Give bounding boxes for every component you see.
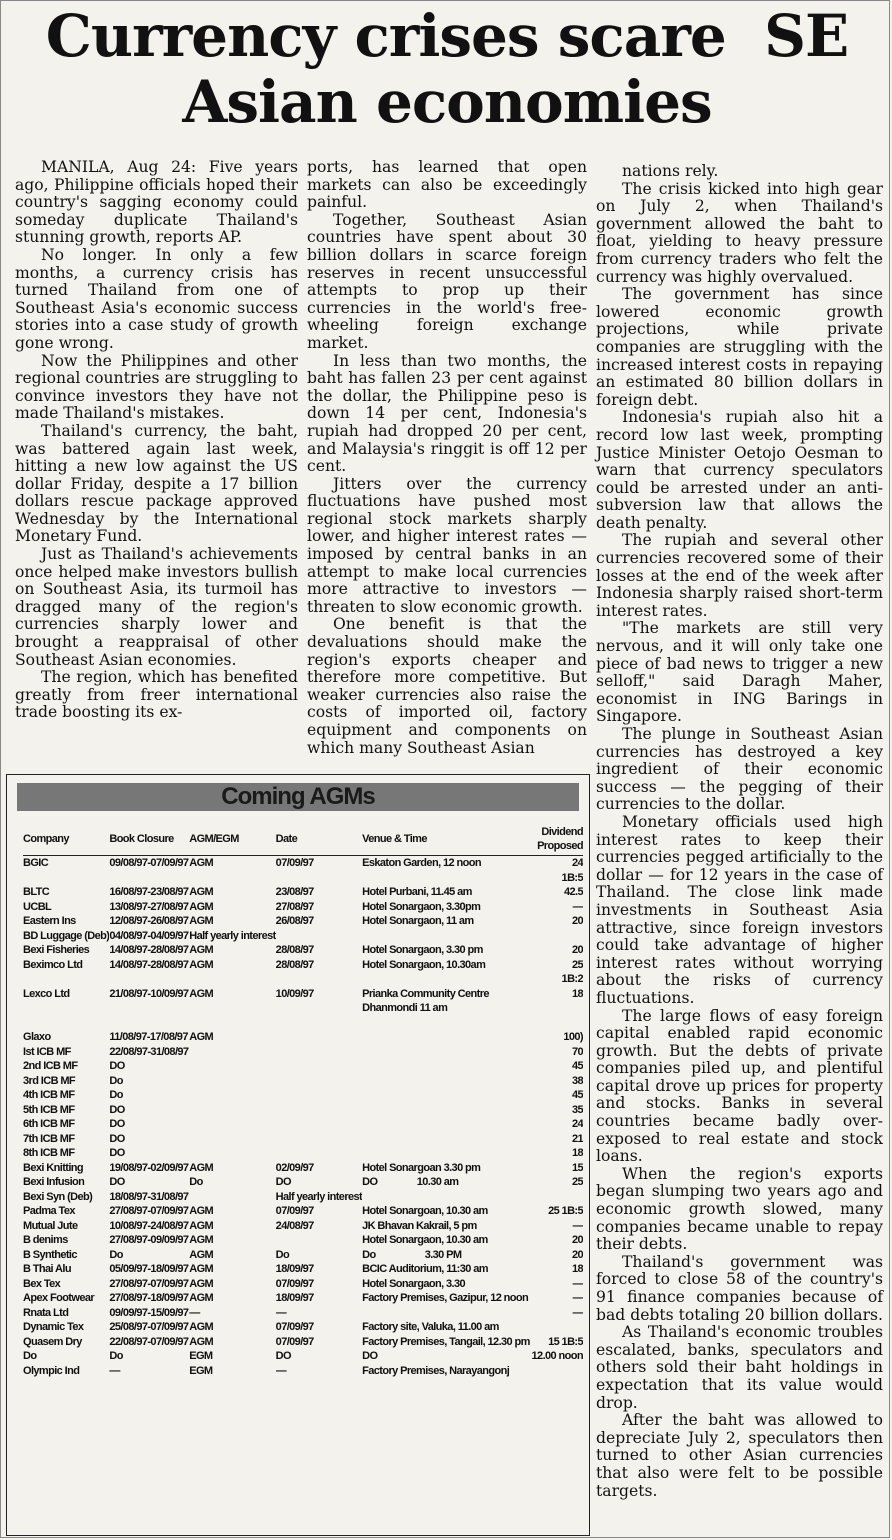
book-closure-cell: 12/08/97-26/08/97 — [109, 915, 189, 927]
headline-line-2: Asian economies — [182, 68, 712, 136]
book-closure-cell: DO — [109, 1060, 125, 1072]
table-row — [23, 1030, 583, 1045]
date-cell — [276, 1016, 362, 1031]
date-cell — [276, 929, 362, 944]
article-paragraph: MANILA, Aug 24: Five years ago, Philippine officials hoped their country's sagging economy could someday duplicate Thailand's stunning growth, reports AP. — [15, 158, 298, 247]
table-row — [23, 900, 583, 915]
venue-time-cell: DO 10.30 am — [362, 1176, 459, 1188]
company-cell: Padma Tex — [23, 1205, 75, 1217]
book-closure-cell: 25/08/97-07/09/97 — [109, 1321, 189, 1333]
book-closure-cell: 11/08/97-17/08/97 — [109, 1031, 188, 1043]
dividend-cell: 24 — [571, 1118, 583, 1130]
company-cell — [23, 972, 109, 987]
article-paragraph: When the region's exports began slumping two years ago and economic growth slowed, many companies became unable to repay their debts. — [596, 1164, 883, 1254]
book-closure-cell: DO — [109, 1132, 125, 1145]
article-paragraph: Thailand's government was forced to close 58 of the country's 91 finance companies because of bad debts totaling 20 billion dollars. — [596, 1252, 883, 1324]
table-row — [23, 1335, 583, 1350]
venue-time-cell: BCIC Auditorium, 11:30 am — [362, 1263, 488, 1275]
book-closure-cell: DO — [109, 1147, 125, 1159]
agm-egm-cell — [189, 1045, 275, 1060]
table-row — [23, 1219, 583, 1234]
agm-egm-cell: AGM — [189, 1234, 214, 1246]
date-cell: 07/09/97 — [275, 1277, 314, 1290]
venue-time-cell — [362, 1016, 530, 1031]
company-cell: B Thai Alu — [23, 1263, 71, 1275]
article-paragraph: The plunge in Southeast Asian currencies has destroyed a key ingredient of their economic success — the pegging of their currencies to the dollar. — [596, 725, 883, 814]
table-row — [23, 1001, 583, 1016]
date-cell — [276, 1001, 362, 1016]
article-paragraph: nations rely. — [622, 162, 719, 180]
date-cell: 07/09/97 — [275, 1321, 314, 1333]
book-closure-cell: 27/08/97-07/09/97 — [109, 1205, 189, 1217]
venue-time-cell: Factory Premises, Tangail, 12.30 pm — [362, 1335, 530, 1348]
agm-egm-cell: — — [189, 1306, 200, 1319]
dividend-cell: 24 — [571, 857, 583, 869]
article-paragraph: Thailand's currency, the baht, was battered again last week, hitting a new low against the US dollar Friday, despite a 17 billion dollars rescue package approved Wednesday by the International Monetary Fund. — [15, 421, 298, 546]
table-row — [23, 871, 583, 886]
venue-time-cell — [362, 1103, 530, 1118]
article-paragraph: The region, which has benefited greatly from freer international trade boosting its ex- — [15, 668, 298, 722]
company-cell: 3rd ICB MF — [23, 1074, 76, 1087]
book-closure-cell: 16/08/97-23/08/97 — [109, 886, 189, 898]
company-cell: Beximco Ltd — [23, 958, 83, 971]
table-row — [23, 1103, 583, 1118]
date-cell — [276, 871, 362, 886]
venue-time-cell: Factory Premises, Narayangonj — [362, 1364, 510, 1377]
date-cell — [276, 1233, 362, 1248]
dividend-cell: 20 — [571, 944, 583, 956]
date-cell — [276, 1059, 362, 1074]
venue-time-cell: Factory site, Valuka, 11.00 am — [362, 1321, 499, 1333]
table-row — [23, 1045, 583, 1060]
dividend-cell: 15 1B:5 — [548, 1335, 583, 1348]
venue-time-cell — [362, 1074, 530, 1089]
company-cell: 8th ICB MF — [23, 1147, 75, 1159]
company-cell: Do — [23, 1350, 37, 1362]
agm-table — [23, 823, 583, 1378]
dividend-cell: — — [572, 1292, 583, 1304]
date-cell: 18/09/97 — [275, 1263, 314, 1275]
table-row — [23, 1016, 583, 1031]
agm-egm-cell: AGM — [189, 1263, 214, 1275]
date-cell: 26/08/97 — [275, 915, 314, 927]
venue-time-cell: Hotel Sonargoan 3.30 pm — [362, 1161, 481, 1174]
company-cell: 6th ICB MF — [23, 1118, 75, 1130]
headline — [1, 3, 892, 135]
dividend-cell: 18 — [571, 1147, 583, 1159]
agm-egm-cell — [189, 1088, 275, 1103]
book-closure-cell: DO — [109, 1176, 125, 1188]
company-cell: Bexi Fisheries — [23, 944, 90, 956]
book-closure-cell — [109, 871, 189, 886]
date-cell — [276, 1030, 362, 1045]
dividend-cell — [530, 1320, 583, 1335]
agm-egm-cell — [189, 972, 275, 987]
date-cell: 10/09/97 — [275, 987, 314, 1000]
table-row — [23, 1059, 583, 1074]
date-cell: 02/09/97 — [275, 1161, 314, 1174]
table-row — [23, 1190, 583, 1205]
date-cell: 18/09/97 — [275, 1292, 314, 1304]
dividend-cell: 100) — [563, 1031, 583, 1043]
dividend-cell: 35 — [571, 1103, 583, 1116]
article-paragraph: After the baht was allowed to depreciate July 2, speculators then turned to other Asian currencies that also were felt to be possible targets. — [596, 1411, 883, 1500]
venue-time-cell: Hotel Sonargaon, 11 am — [362, 915, 474, 927]
dividend-cell: — — [572, 900, 583, 913]
venue-time-cell — [362, 929, 530, 944]
agm-egm-cell: AGM — [189, 1161, 214, 1174]
book-closure-cell: Do — [109, 1248, 123, 1261]
agm-egm-cell: AGM — [189, 1248, 214, 1261]
date-cell: 27/08/97 — [275, 900, 314, 913]
book-closure-cell: 10/08/97-24/08/97 — [109, 1219, 189, 1232]
dividend-cell: — — [572, 1219, 583, 1232]
table-row — [23, 1161, 583, 1176]
venue-time-cell: Prianka Community Centre — [362, 987, 489, 1000]
date-cell — [276, 1146, 362, 1161]
venue-time-cell: Hotel Purbani, 11.45 am — [362, 886, 472, 898]
agm-table-title: Coming AGMs — [17, 783, 579, 811]
table-row — [23, 1306, 583, 1321]
date-cell: — — [275, 1306, 287, 1319]
dividend-cell: 1B:2 — [561, 973, 583, 985]
dividend-cell: 20 — [571, 915, 583, 927]
agm-egm-cell — [189, 1132, 275, 1147]
date-cell: DO — [275, 1176, 291, 1188]
agm-egm-cell: Do — [189, 1176, 203, 1188]
agm-table-box — [6, 774, 590, 1536]
article-paragraph: Now the Philippines and other regional countries are struggling to convince investors they have not made Thailand's mistakes. — [15, 351, 298, 423]
venue-time-cell — [362, 1088, 530, 1103]
col-header-book-closure: Book Closure — [109, 823, 189, 856]
company-cell: Quasem Dry — [23, 1335, 82, 1348]
table-row — [23, 1262, 583, 1277]
table-row — [23, 1117, 583, 1132]
company-cell: Bexi Infusion — [23, 1176, 85, 1188]
venue-time-cell — [362, 972, 530, 987]
book-closure-cell: 22/08/97-07/09/97 — [109, 1335, 189, 1348]
book-closure-cell: 19/08/97-02/09/97 — [109, 1161, 189, 1174]
book-closure-cell: 04/08/97-04/09/97 — [109, 929, 189, 942]
table-row — [23, 987, 583, 1002]
agm-egm-cell — [189, 1190, 275, 1205]
table-row — [23, 914, 583, 929]
venue-time-cell — [362, 1117, 530, 1132]
date-cell: 28/08/97 — [275, 944, 314, 956]
date-cell: 28/08/97 — [275, 958, 314, 971]
venue-time-cell: Hotel Sonargoan, 10.30 am — [362, 1205, 488, 1217]
table-row — [23, 856, 583, 871]
company-cell: Ist ICB MF — [23, 1045, 71, 1058]
agm-egm-cell: AGM — [189, 1335, 214, 1348]
table-row — [23, 1364, 583, 1379]
company-cell — [23, 871, 109, 886]
agm-egm-cell: EGM — [189, 1350, 213, 1362]
dividend-cell: 18 — [571, 987, 583, 1000]
company-cell: Mutual Jute — [23, 1219, 78, 1232]
dividend-cell: 70 — [571, 1045, 583, 1058]
venue-time-cell: Hotel Sonargaon, 3.30 — [362, 1277, 466, 1290]
agm-table-header-row — [23, 823, 583, 856]
venue-time-cell: Eskaton Garden, 12 noon — [362, 857, 481, 869]
company-cell: 5th ICB MF — [23, 1103, 75, 1116]
book-closure-cell — [109, 972, 189, 987]
venue-time-cell — [362, 1190, 530, 1205]
book-closure-cell: DO — [109, 1103, 125, 1116]
table-row — [23, 885, 583, 900]
date-cell: Do — [275, 1248, 290, 1261]
table-row — [23, 1349, 583, 1364]
col-header-agm-egm: AGM/EGM — [189, 823, 275, 856]
article-column-1 — [15, 159, 298, 722]
company-cell: Dynamic Tex — [23, 1321, 84, 1333]
table-row — [23, 1074, 583, 1089]
company-cell: Lexco Ltd — [23, 987, 70, 1000]
dividend-cell: 18 — [571, 1263, 583, 1275]
article-column-3 — [596, 163, 883, 1500]
agm-egm-cell: AGM — [189, 1205, 214, 1217]
date-cell — [276, 1045, 362, 1060]
dividend-cell: 1B:5 — [561, 871, 583, 884]
agm-egm-cell — [189, 871, 275, 886]
company-cell: Rnata Ltd — [23, 1306, 69, 1319]
book-closure-cell: DO — [109, 1118, 125, 1130]
article-paragraph: One benefit is that the devaluations should make the region's exports cheaper and therefore more competitive. But weaker currencies also raise the costs of imported oil, factory equipment and components on which many Southeast Asian — [307, 615, 587, 757]
company-cell: 2nd ICB MF — [23, 1060, 78, 1072]
company-cell: Glaxo — [23, 1031, 51, 1043]
dividend-cell: 45 — [571, 1089, 583, 1101]
date-cell — [276, 972, 362, 987]
table-row — [23, 1233, 583, 1248]
company-cell: BD Luggage (Deb) — [23, 929, 110, 942]
agm-egm-cell: AGM — [189, 944, 214, 956]
agm-egm-cell: Half yearly interest — [189, 929, 276, 942]
dividend-cell — [530, 1364, 583, 1379]
book-closure-cell: 13/08/97-27/08/97 — [109, 900, 189, 913]
dividend-cell — [530, 1016, 583, 1031]
book-closure-cell — [109, 1016, 189, 1031]
table-row — [23, 1320, 583, 1335]
article-paragraph: Monetary officials used high interest rates to keep their currencies pegged artificially to the dollar — for 12 years in the case of Thailand. The close link made investments in Southeast Asia attractive, since foreign investors could take advantage of higher interest rates without worrying about the risks of currency fluctuations. — [596, 812, 883, 1007]
company-cell — [23, 1001, 109, 1016]
dividend-cell — [530, 929, 583, 944]
venue-time-cell: Do 3.30 PM — [362, 1248, 462, 1261]
article-paragraph: "The markets are still very nervous, and it will only take one piece of bad news to trigger a new selloff," said Daragh Maher, economist in ING Barings in Singapore. — [596, 619, 883, 726]
agm-egm-cell: AGM — [189, 958, 214, 971]
agm-egm-cell: AGM — [189, 886, 214, 898]
company-cell: Bexi Knitting — [23, 1161, 84, 1174]
table-row — [23, 1175, 583, 1190]
company-cell: Apex Footwear — [23, 1292, 95, 1304]
table-row — [23, 943, 583, 958]
book-closure-cell — [109, 1001, 189, 1016]
article-paragraph: Jitters over the currency fluctuations have pushed most regional stock markets sharply lower, and higher interest rates — imposed by central banks in an attempt to make local currencies more attractive to investors — threaten to slow economic growth. — [307, 474, 587, 616]
table-row — [23, 1146, 583, 1161]
book-closure-cell: 14/08/97-28/08/97 — [109, 958, 189, 971]
agm-egm-cell — [189, 1016, 275, 1031]
article-paragraph: Together, Southeast Asian countries have spent about 30 billion dollars in scarce foreign reserves in recent unsuccessful attempts to prop up their currencies in the world's free-wheeling foreign exchange market. — [307, 210, 587, 352]
article-paragraph: As Thailand's economic troubles escalated, banks, speculators and others sold their baht holdings in expectation that its value would drop. — [596, 1323, 883, 1412]
col-header-dividend: Dividend Proposed — [530, 823, 583, 856]
venue-time-cell: Factory Premises, Gazipur, 12 noon — [362, 1292, 529, 1304]
venue-time-cell — [362, 871, 530, 886]
agm-egm-cell: AGM — [189, 987, 214, 1000]
table-row — [23, 929, 583, 944]
company-cell: B Synthetic — [23, 1248, 77, 1261]
company-cell: Olympic Ind — [23, 1364, 80, 1377]
company-cell: BGIC — [23, 857, 49, 869]
table-row — [23, 972, 583, 987]
company-cell: 7th ICB MF — [23, 1132, 75, 1145]
col-header-company: Company — [23, 823, 109, 856]
book-closure-cell: 27/08/97-07/09/97 — [109, 1277, 189, 1290]
venue-time-cell — [362, 1146, 530, 1161]
article-paragraph: In less than two months, the baht has fallen 23 per cent against the dollar, the Philippine peso is down 14 per cent, Indonesia's rupiah had dropped 20 per cent, and Malaysia's ringgit is off 12 per cent. — [307, 351, 587, 476]
headline-line-1: Currency crises scare SE — [45, 2, 849, 70]
book-closure-cell: Do — [109, 1350, 123, 1362]
book-closure-cell: — — [109, 1364, 120, 1377]
date-cell — [276, 1074, 362, 1089]
date-cell — [276, 1088, 362, 1103]
book-closure-cell: Do — [109, 1089, 123, 1101]
agm-egm-cell — [189, 1001, 275, 1016]
date-cell: 07/09/97 — [275, 1335, 314, 1348]
company-cell: Bex Tex — [23, 1277, 61, 1290]
dividend-cell: 25 — [571, 958, 583, 971]
article-paragraph: Just as Thailand's achievements once helped make investors bullish on Southeast Asia, its turmoil has dragged many of the region's currencies sharply lower and brought a reappraisal of other Southeast Asian economies. — [15, 545, 298, 669]
book-closure-cell: 27/08/97-09/09/97 — [109, 1234, 189, 1246]
table-row — [23, 1088, 583, 1103]
book-closure-cell: 14/08/97-28/08/97 — [109, 944, 189, 956]
date-cell: Half yearly interest — [275, 1190, 363, 1203]
agm-egm-cell: AGM — [189, 1219, 214, 1232]
dividend-cell: 25 — [571, 1176, 583, 1188]
company-cell: Eastern Ins — [23, 915, 76, 927]
agm-egm-cell — [189, 1074, 275, 1089]
date-cell — [276, 1132, 362, 1147]
venue-time-cell: Hotel Sonargaon, 10.30am — [362, 958, 486, 971]
agm-egm-cell — [189, 1059, 275, 1074]
article-paragraph: ports, has learned that open markets can also be exceedingly painful. — [307, 158, 587, 212]
book-closure-cell: 22/08/97-31/08/97 — [109, 1045, 189, 1058]
col-header-date: Date — [276, 823, 362, 856]
dividend-cell: 45 — [571, 1060, 583, 1072]
dividend-cell: 21 — [571, 1132, 583, 1145]
agm-egm-cell: EGM — [189, 1364, 213, 1377]
agm-egm-cell — [189, 1146, 275, 1161]
date-cell: DO — [275, 1350, 291, 1362]
venue-time-cell — [362, 1045, 530, 1060]
article-paragraph: The rupiah and several other currencies recovered some of their losses at the end of the week after Indonesia sharply raised short-term interest rates. — [596, 531, 883, 620]
agm-egm-cell: AGM — [189, 857, 214, 869]
agm-egm-cell: AGM — [189, 1031, 214, 1043]
agm-egm-cell: AGM — [189, 1321, 214, 1333]
dividend-cell: 20 — [571, 1234, 583, 1246]
col-header-venue-time: Venue & Time — [362, 823, 530, 856]
book-closure-cell: 27/08/97-18/09/97 — [109, 1292, 189, 1304]
table-row — [23, 958, 583, 973]
book-closure-cell: 09/08/97-07/09/97 — [109, 857, 189, 869]
dividend-cell: — — [572, 1306, 583, 1319]
dividend-cell: 15 — [571, 1161, 583, 1174]
table-row — [23, 1132, 583, 1147]
table-row — [23, 1248, 583, 1263]
article-column-2 — [307, 159, 587, 757]
table-row — [23, 1291, 583, 1306]
venue-time-cell: Hotel Sonargaon, 3.30pm — [362, 900, 481, 913]
table-row — [23, 1204, 583, 1219]
article-paragraph: The large flows of easy foreign capital enabled rapid economic growth. But the debts of private companies piled up, and plentiful capital drove up prices for property and stocks. Banks in several countries became badly over-exposed to real estate and stock loans. — [596, 1006, 883, 1166]
book-closure-cell: 21/08/97-10/09/97 — [109, 987, 189, 1000]
venue-time-cell — [362, 1030, 530, 1045]
venue-time-cell: JK Bhavan Kakrail, 5 pm — [362, 1219, 477, 1232]
book-closure-cell: 18/08/97-31/08/97 — [109, 1190, 189, 1203]
date-cell: 07/09/97 — [275, 857, 314, 869]
agm-egm-cell: AGM — [189, 900, 214, 913]
dividend-cell: 38 — [571, 1074, 583, 1087]
date-cell: 23/08/97 — [275, 886, 314, 898]
agm-table-body — [23, 856, 583, 1379]
book-closure-cell: Do — [109, 1074, 123, 1087]
company-cell: BLTC — [23, 886, 50, 898]
company-cell: B denims — [23, 1234, 68, 1246]
article-paragraph: The crisis kicked into high gear on July 2, when Thailand's government allowed the baht to float, yielding to heavy pressure from currency traders who felt the currency was highly overvalued. — [596, 179, 883, 286]
dividend-cell: 25 1B:5 — [548, 1205, 583, 1217]
article-paragraph: No longer. In only a few months, a currency crisis has turned Thailand from one of Southeast Asia's economic success stories into a case study of growth gone wrong. — [15, 245, 298, 352]
date-cell — [276, 1117, 362, 1132]
book-closure-cell: 09/09/97-15/09/97 — [109, 1306, 189, 1319]
dividend-cell — [530, 1190, 583, 1205]
dividend-cell — [530, 1001, 583, 1016]
venue-time-cell — [362, 1132, 530, 1147]
date-cell — [276, 1103, 362, 1118]
article-paragraph: Indonesia's rupiah also hit a record low last week, prompting Justice Minister Oetojo Oesman to warn that currency speculators could be arrested under an anti-subversion law that allows the death penalty. — [596, 408, 883, 532]
dividend-cell: — — [572, 1277, 583, 1290]
company-cell: Bexi Syn (Deb) — [23, 1190, 93, 1203]
venue-time-cell: Hotel Sonargaon, 3.30 pm — [362, 944, 483, 956]
dividend-cell: 42.5 — [563, 886, 583, 898]
venue-time-cell — [362, 1306, 530, 1321]
venue-time-cell: Hotel Sonargaon, 10.30 am — [362, 1234, 488, 1246]
agm-egm-cell — [189, 1117, 275, 1132]
company-cell: 4th ICB MF — [23, 1089, 75, 1101]
book-closure-cell: 05/09/97-18/09/97 — [109, 1263, 189, 1275]
agm-egm-cell: AGM — [189, 1292, 214, 1304]
venue-time-cell — [362, 1059, 530, 1074]
table-row — [23, 1277, 583, 1292]
company-cell — [23, 1016, 109, 1031]
date-cell: — — [275, 1364, 287, 1377]
dividend-cell: 20 — [571, 1248, 583, 1261]
dividend-cell: 12.00 noon — [531, 1350, 583, 1362]
date-cell: 07/09/97 — [275, 1205, 314, 1217]
company-cell: UCBL — [23, 900, 52, 913]
venue-time-cell: Dhanmondi 11 am — [362, 1002, 448, 1014]
date-cell: 24/08/97 — [275, 1219, 314, 1232]
agm-egm-cell: AGM — [189, 1277, 214, 1290]
agm-egm-cell: AGM — [189, 915, 214, 927]
agm-egm-cell — [189, 1103, 275, 1118]
article-paragraph: The government has since lowered economic growth projections, while private companies are struggling with the increased interest costs in repaying an estimated 80 billion dollars in foreign debt. — [596, 285, 883, 409]
venue-time-cell: DO — [362, 1350, 378, 1362]
